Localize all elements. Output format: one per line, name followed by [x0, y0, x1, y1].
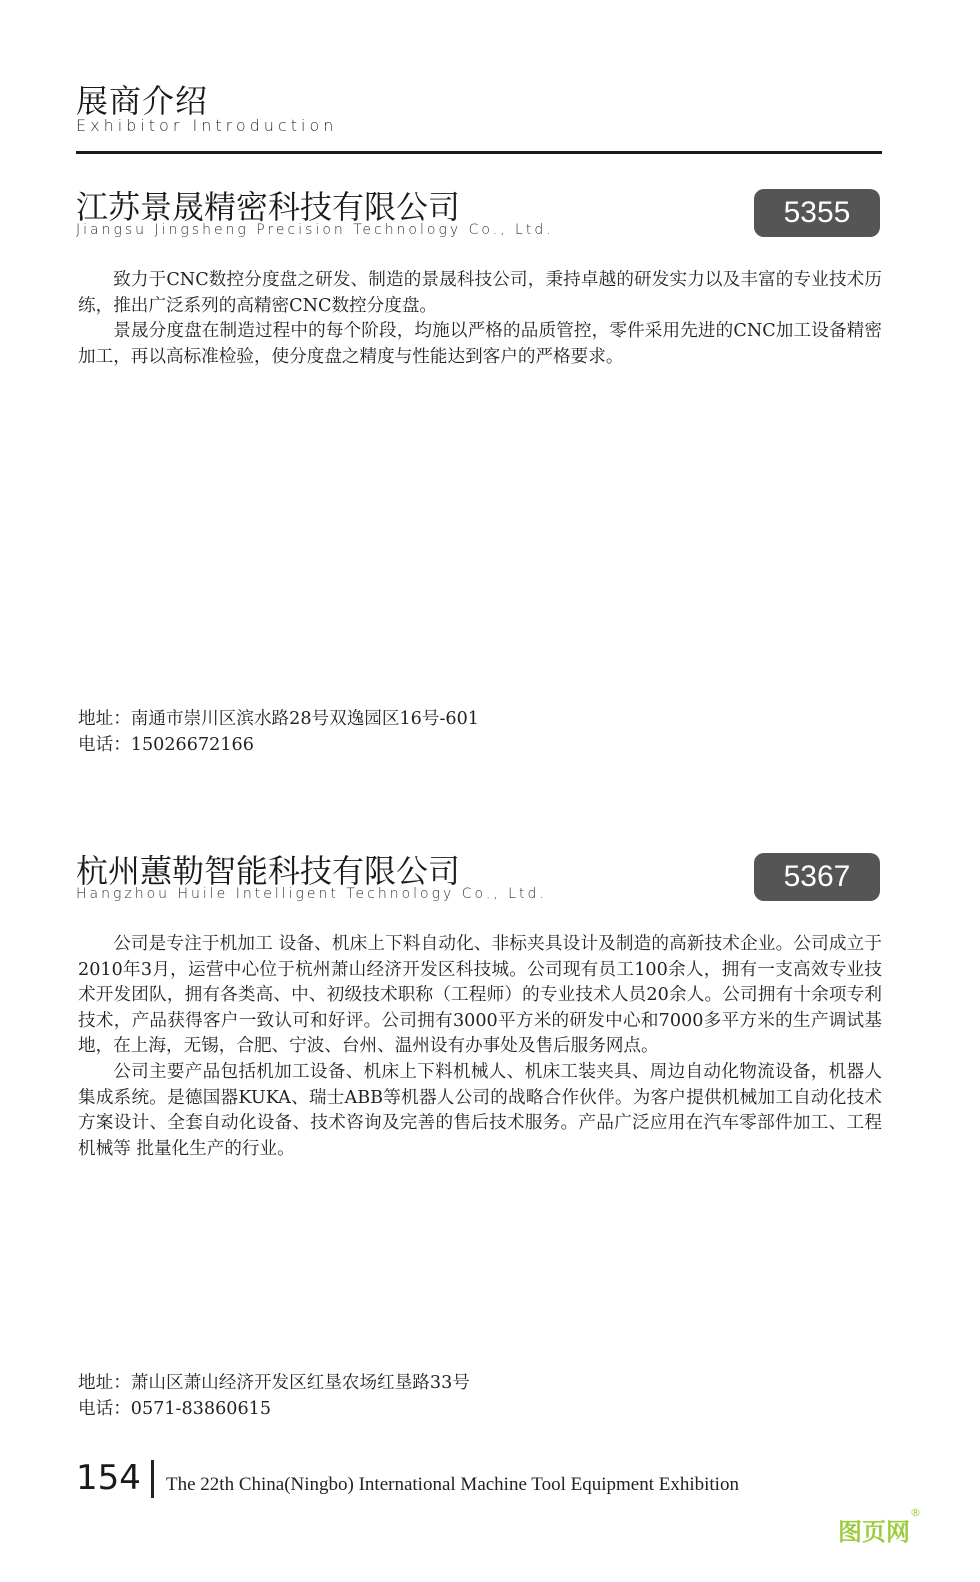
- footer-divider: [151, 1460, 154, 1498]
- company-name-en: Hangzhou Huile Intelligent Technology Co., Ltd.: [76, 886, 547, 902]
- page-number: 154: [76, 1458, 141, 1498]
- company-name-cn: 江苏景晟精密科技有限公司: [76, 188, 461, 226]
- watermark-logo: 图页网: [838, 1518, 910, 1546]
- company-address: 地址：萧山区萧山经济开发区红垦农场红垦路33号: [78, 1373, 470, 1393]
- company-name-cn: 杭州蕙勒智能科技有限公司: [76, 852, 461, 890]
- company-phone: 电话：0571-83860615: [78, 1399, 272, 1419]
- registered-mark: ®: [910, 1506, 921, 1519]
- description-paragraph: 公司是专注于机加工 设备、机床上下料自动化、非标夹具设计及制造的高新技术企业。公司成立于2010年3月，运营中心位于杭州萧山经济开发区科技城。公司现有员工100余人，拥有一支高效专业技术开发团队，拥有各类高、中、初级技术职称（工程师）的专业技术人员20余人。公司拥有十余项专利技术，产品获得客户一致认可和好评。公司拥有3000平方米的研发中心和7000多平方米的生产调试基地，在上海，无锡，合肥、宁波、台州、温州设有办事处及售后服务网点。: [78, 934, 882, 1057]
- booth-number-badge: 5355: [754, 189, 880, 237]
- booth-number-badge: 5367: [754, 853, 880, 901]
- section-title: 展商介绍: [76, 82, 209, 120]
- description-paragraph: 公司主要产品包括机加工设备、机床上下料机械人、机床工装夹具、周边自动化物流设备，机器人集成系统。是德国器KUKA、瑞士ABB等机器人公司的战略合作伙伴。为客户提供机械加工自动化技术方案设计、全套自动化设备、技术咨询及完善的售后技术服务。产品广泛应用在汽车零部件加工、工程机械等 批量化生产的行业。: [78, 1061, 882, 1159]
- section-subtitle: Exhibitor Introduction: [76, 116, 338, 135]
- company-phone: 电话：15026672166: [78, 735, 254, 755]
- description-paragraph: 景晟分度盘在制造过程中的每个阶段，均施以严格的品质管控，零件采用先进的CNC加工设备精密加工，再以高标准检验，使分度盘之精度与性能达到客户的严格要求。: [78, 321, 882, 367]
- description-paragraph: 致力于CNC数控分度盘之研发、制造的景晟科技公司，秉持卓越的研发实力以及丰富的专业技术历练，推出广泛系列的高精密CNC数控分度盘。: [78, 270, 882, 316]
- company-description: [78, 932, 882, 1162]
- header-divider: [76, 151, 882, 154]
- company-description: [78, 268, 882, 370]
- company-name-en: Jiangsu Jingsheng Precision Technology Co., Ltd.: [76, 222, 554, 238]
- company-contact: [78, 1370, 470, 1422]
- exhibition-name: The 22th China(Ningbo) International Machine Tool Equipment Exhibition: [166, 1474, 739, 1495]
- company-contact: [78, 706, 479, 758]
- company-address: 地址：南通市崇川区滨水路28号双逸园区16号-601: [78, 709, 479, 729]
